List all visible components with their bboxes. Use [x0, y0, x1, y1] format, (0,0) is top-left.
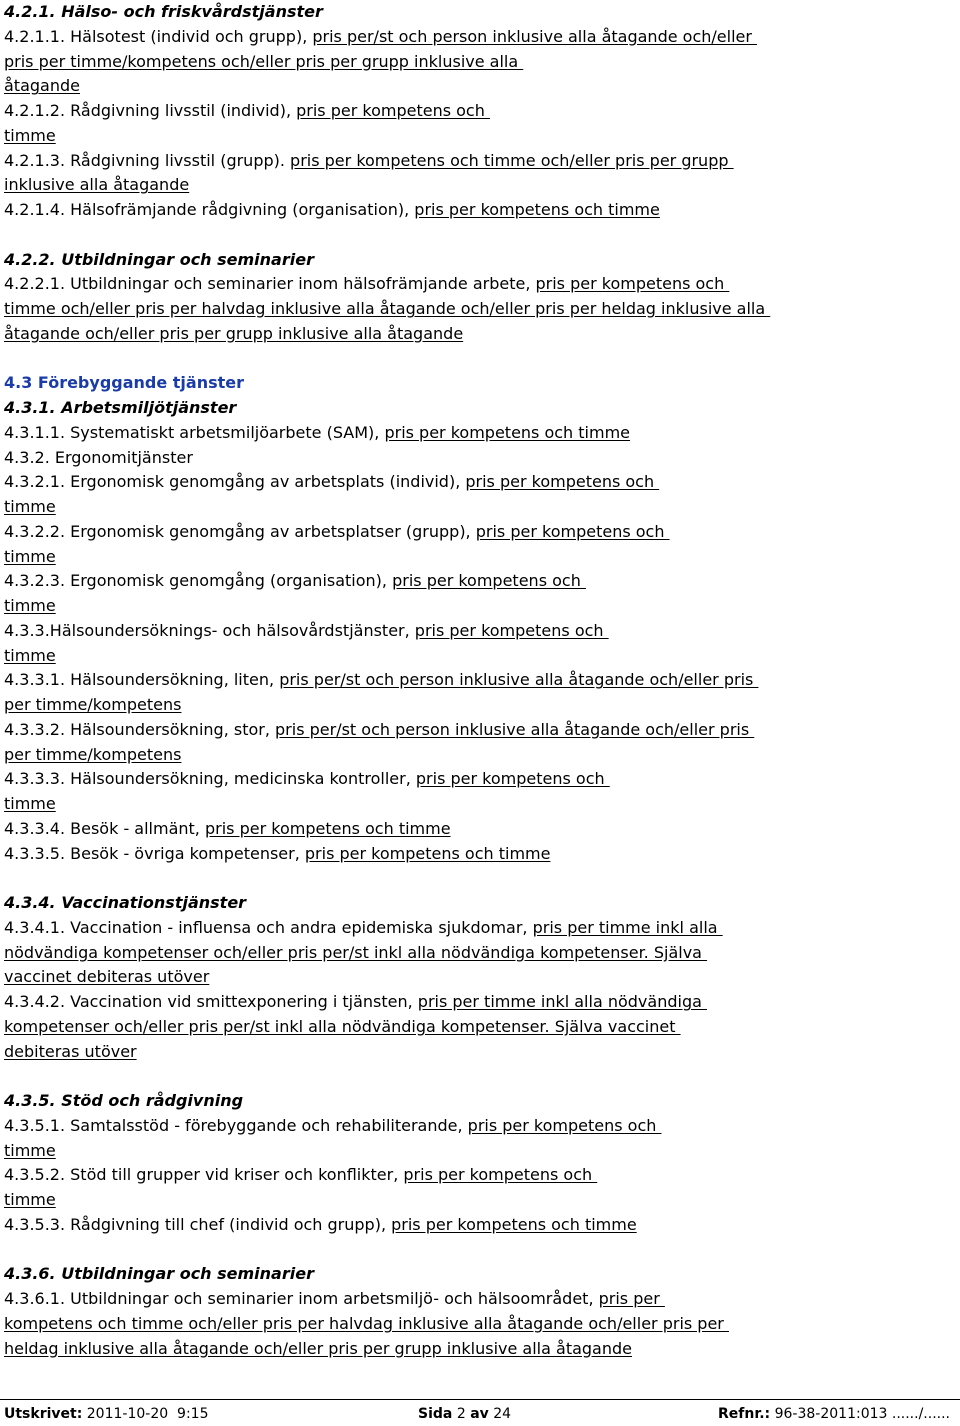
text-line	[4, 545, 56, 569]
text-line	[4, 371, 244, 395]
item-text: 4.3.5.3. Rådgivning till chef (individ och grupp),	[4, 1214, 392, 1234]
price-terms: pris per/st och person inklusive alla åtagande och/eller	[312, 26, 758, 46]
printed-date: Utskrivet: 2011-10-20 9:15	[4, 1406, 209, 1422]
text-line	[4, 124, 56, 148]
text-line	[4, 322, 463, 346]
price-terms: pris per kompetens och	[467, 1115, 662, 1135]
price-terms: pris per kompetens och	[415, 769, 610, 789]
text-line	[4, 644, 56, 668]
item-text: 4.2.1.2. Rådgivning livsstil (individ),	[4, 101, 297, 120]
text-line	[4, 0, 323, 24]
price-terms: pris per/st och person inklusive alla åtagande och/eller pris	[275, 719, 755, 739]
price-terms: åtagande och/eller pris per grupp inklusive alla åtagande	[4, 323, 464, 343]
text-line	[4, 1312, 729, 1336]
price-terms: pris per kompetens och	[414, 620, 609, 640]
section-heading: 4.3.6. Utbildningar och seminarier	[4, 1264, 314, 1284]
price-terms: pris per timme inkl alla	[532, 917, 723, 937]
price-terms: timme	[4, 546, 56, 566]
text-line	[4, 1287, 665, 1311]
item-text: 4.3.3.3. Hälsoundersökning, medicinska kontroller,	[4, 769, 416, 789]
text-line	[4, 74, 80, 98]
item-text: 4.3.2.2. Ergonomisk genomgång av arbetsplatser (grupp),	[4, 521, 476, 541]
text-line	[4, 990, 707, 1014]
price-terms: per timme/kompetens	[4, 695, 182, 714]
text-line	[4, 248, 314, 272]
price-terms: nödvändiga kompetenser och/eller pris per/st inkl alla nödvändiga kompetenser. Själva	[4, 942, 708, 962]
text-line	[4, 173, 189, 197]
item-text: 4.2.1.3. Rådgivning livsstil (grupp).	[4, 150, 291, 170]
price-terms: pris per kompetens och	[475, 521, 670, 541]
item-text: 4.3.3.1. Hälsoundersökning, liten,	[4, 670, 280, 690]
price-terms: kompetenser och/eller pris per/st inkl alla nödvändiga kompetenser. Själva vaccinet	[4, 1016, 681, 1036]
text-line	[4, 619, 609, 643]
reference-number: Refnr.: 96-38-2011:013 ....../......	[718, 1406, 950, 1422]
text-line	[4, 965, 209, 989]
price-terms: pris per kompetens och timme	[384, 422, 631, 442]
text-line	[4, 25, 757, 49]
price-terms: timme	[4, 497, 56, 516]
text-line	[4, 1040, 137, 1064]
price-terms: pris per timme/kompetens och/eller pris per grupp inklusive alla	[4, 51, 524, 71]
price-terms: pris per kompetens och timme	[391, 1214, 637, 1234]
price-terms: timme	[4, 645, 56, 665]
item-text: 4.3.3.Hälsoundersöknings- och hälsovårdstjänster,	[4, 620, 415, 640]
price-terms: pris per kompetens och	[296, 101, 490, 120]
text-line	[4, 916, 723, 940]
price-terms: pris per kompetens och timme och/eller pris per grupp	[290, 150, 734, 170]
price-terms: pris per	[598, 1289, 665, 1308]
text-line	[4, 941, 707, 965]
text-line	[4, 1139, 56, 1163]
section-heading: 4.2.1. Hälso- och friskvårdstjänster	[4, 2, 323, 21]
price-terms: åtagande	[4, 76, 80, 96]
text-line	[4, 272, 729, 296]
item-text: 4.2.1.4. Hälsofrämjande rådgivning (organisation),	[4, 200, 415, 219]
price-terms: timme	[4, 1190, 56, 1209]
section-heading: 4.3.4. Vaccinationstjänster	[4, 893, 247, 912]
text-line	[4, 421, 630, 445]
item-text: 4.3.4.1. Vaccination - influensa och andra epidemiska sjukdomar,	[4, 917, 533, 937]
price-terms: heldag inklusive alla åtagande och/eller pris per grupp inklusive alla åtagande	[4, 1338, 632, 1358]
price-terms: pris per/st och person inklusive alla åtagande och/eller pris	[279, 670, 759, 690]
text-line	[4, 767, 610, 791]
item-text: 4.2.1.1. Hälsotest (individ och grupp),	[4, 26, 313, 46]
item-text: 4.3.2. Ergonomitjänster	[4, 447, 193, 467]
text-line	[4, 520, 670, 544]
price-terms: timme	[4, 1140, 56, 1160]
text-line	[4, 198, 660, 222]
text-line	[4, 396, 236, 420]
item-text: 4.3.3.2. Hälsoundersökning, stor,	[4, 719, 276, 739]
section-heading: 4.3.1. Arbetsmiljötjänster	[4, 398, 237, 417]
item-text: 4.2.2.1. Utbildningar och seminarier inom hälsofrämjande arbete,	[4, 274, 536, 294]
price-terms: kompetens och timme och/eller pris per halvdag inklusive alla åtagande och/eller pris per	[4, 1313, 729, 1333]
text-line	[4, 817, 451, 841]
page-number: Sida 2 av 24	[418, 1406, 512, 1422]
price-terms: pris per kompetens och	[392, 571, 586, 591]
text-line	[4, 1262, 314, 1286]
text-line	[4, 149, 734, 173]
section-heading: 4.3 Förebyggande tjänster	[4, 373, 245, 393]
text-line	[4, 50, 523, 74]
text-line	[4, 569, 586, 593]
item-text: 4.3.2.1. Ergonomisk genomgång av arbetsplats (individ),	[4, 472, 466, 492]
price-terms: pris per kompetens och timme	[204, 818, 451, 838]
item-text: 4.3.6.1. Utbildningar och seminarier inom arbetsmiljö- och hälsoområdet,	[4, 1289, 599, 1308]
text-line	[4, 743, 181, 767]
text-line	[4, 446, 193, 470]
item-text: 4.3.3.5. Besök - övriga kompetenser,	[4, 843, 305, 863]
text-line	[4, 1337, 632, 1361]
text-line	[4, 99, 490, 123]
price-terms: timme	[4, 596, 56, 615]
text-line	[4, 891, 246, 915]
text-line	[4, 693, 181, 717]
section-heading: 4.2.2. Utbildningar och seminarier	[4, 249, 314, 269]
item-text: 4.3.4.2. Vaccination vid smittexponering i tjänsten,	[4, 992, 418, 1011]
text-line	[4, 842, 550, 866]
text-line	[4, 1188, 56, 1212]
price-terms: pris per kompetens och	[465, 472, 660, 492]
text-line	[4, 594, 56, 618]
price-terms: per timme/kompetens	[4, 744, 182, 764]
text-line	[4, 668, 758, 692]
page-footer	[0, 1399, 960, 1424]
price-terms: vaccinet debiteras utöver	[4, 967, 210, 987]
item-text: 4.3.5.2. Stöd till grupper vid kriser och konflikter,	[4, 1165, 404, 1185]
price-terms: pris per kompetens och	[403, 1165, 598, 1185]
text-line	[4, 1163, 597, 1187]
text-line	[4, 792, 56, 816]
text-line	[4, 470, 659, 494]
item-text: 4.3.3.4. Besök - allmänt,	[4, 818, 205, 838]
section-heading: 4.3.5. Stöd och rådgivning	[4, 1091, 244, 1110]
price-terms: pris per kompetens och	[535, 274, 730, 294]
text-line	[4, 1089, 243, 1113]
text-line	[4, 495, 56, 519]
price-terms: pris per kompetens och timme	[304, 843, 551, 863]
item-text: 4.3.2.3. Ergonomisk genomgång (organisation),	[4, 571, 393, 591]
price-terms: debiteras utöver	[4, 1041, 137, 1061]
price-terms: timme och/eller pris per halvdag inklusive alla åtagande och/eller pris per heldag inklusive alla	[4, 299, 771, 318]
text-line	[4, 1015, 681, 1039]
price-terms: inklusive alla åtagande	[4, 175, 190, 195]
text-line	[4, 1213, 637, 1237]
text-line	[4, 718, 754, 742]
price-terms: pris per timme inkl alla nödvändiga	[417, 992, 707, 1011]
price-terms: timme	[4, 794, 56, 813]
text-line	[4, 1114, 661, 1138]
price-terms: timme	[4, 125, 56, 145]
item-text: 4.3.5.1. Samtalsstöd - förebyggande och rehabiliterande,	[4, 1115, 468, 1135]
item-text: 4.3.1.1. Systematiskt arbetsmiljöarbete (SAM),	[4, 422, 385, 442]
text-line	[4, 297, 770, 321]
price-terms: pris per kompetens och timme	[414, 200, 660, 219]
